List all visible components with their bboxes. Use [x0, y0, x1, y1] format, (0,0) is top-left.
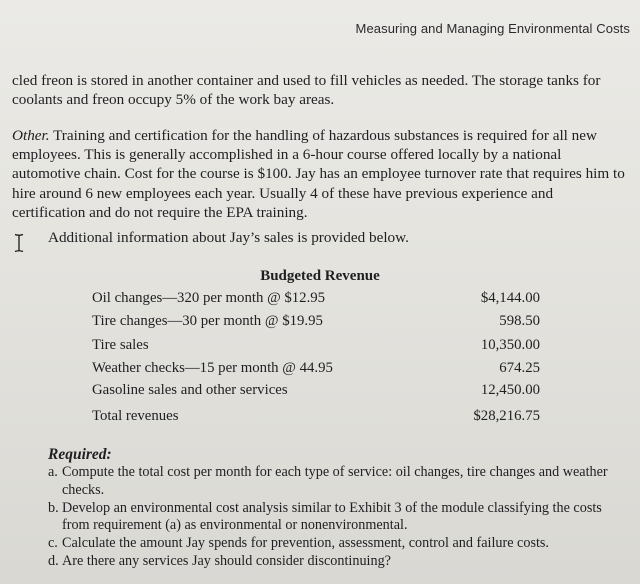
required-item-a[interactable]	[48, 464, 608, 499]
revenue-amount: 674.25	[499, 360, 540, 376]
required-item-d[interactable]	[48, 553, 608, 571]
revenue-row-total	[92, 408, 540, 430]
paragraph-sales-intro[interactable]: Additional information about Jay’s sales is provided below.	[48, 229, 409, 246]
revenue-row-oil-changes	[92, 290, 540, 312]
revenue-label: Tire changes—30 per month @ $19.95	[92, 313, 323, 329]
item-letter: d.	[48, 553, 59, 570]
revenue-amount: 598.50	[499, 313, 540, 329]
item-text: Compute the total cost per month for each type of service: oil changes, tire changes and weather checks.	[62, 464, 608, 498]
revenue-label: Gasoline sales and other services	[92, 382, 288, 398]
paragraph-other[interactable]	[12, 126, 630, 222]
revenue-row-weather-checks	[92, 360, 540, 382]
revenue-label: Tire sales	[92, 337, 149, 353]
item-letter: b.	[48, 499, 59, 516]
paragraph-lead-other: Other.	[12, 127, 50, 144]
item-text: Calculate the amount Jay spends for prevention, assessment, control and failure costs.	[62, 535, 549, 552]
revenue-amount: $28,216.75	[473, 408, 540, 424]
revenue-row-gasoline	[92, 382, 540, 404]
item-text: Develop an environmental cost analysis similar to Exhibit 3 of the module classifying the costs from requirement (a) as environmental or nonenvironmental.	[62, 499, 602, 534]
text-cursor-icon	[14, 233, 24, 253]
revenue-label: Weather checks—15 per month @ 44.95	[92, 360, 333, 376]
item-letter: c.	[48, 535, 58, 552]
revenue-row-tire-sales	[92, 337, 540, 359]
required-item-b[interactable]	[48, 500, 608, 535]
revenue-label: Total revenues	[92, 408, 179, 424]
required-item-c[interactable]	[48, 535, 608, 553]
revenue-table-title: Budgeted Revenue	[260, 268, 380, 284]
revenue-amount: 10,350.00	[480, 337, 540, 353]
revenue-amount: $4,144.00	[480, 290, 540, 306]
running-header: Measuring and Managing Environmental Costs	[355, 21, 630, 36]
revenue-label: Oil changes—320 per month @ $12.95	[92, 290, 326, 306]
required-heading: Required:	[48, 446, 112, 463]
revenue-row-tire-changes	[92, 313, 540, 335]
paragraph-storage[interactable]: cled freon is stored in another container and used to fill vehicles as needed. The storage tanks for coolants and freon occupy 5% of the work bay areas.	[12, 72, 601, 109]
revenue-amount: 12,450.00	[480, 382, 540, 398]
paragraph-other-text: Training and certification for the handling of hazardous substances is required for all new employees. This is generally accomplished in a 6-hour course offered locally by a national automotive chain. Cost for the course is $100. Jay has an employee turnover rate that requires him to hire around 6 new employees each year. Usually 4 of these have previous experience and certification and do not require the EPA training.	[12, 127, 625, 221]
item-letter: a.	[48, 464, 58, 480]
required-list	[48, 464, 608, 572]
item-text: Are there any services Jay should consider discontinuing?	[62, 553, 391, 570]
